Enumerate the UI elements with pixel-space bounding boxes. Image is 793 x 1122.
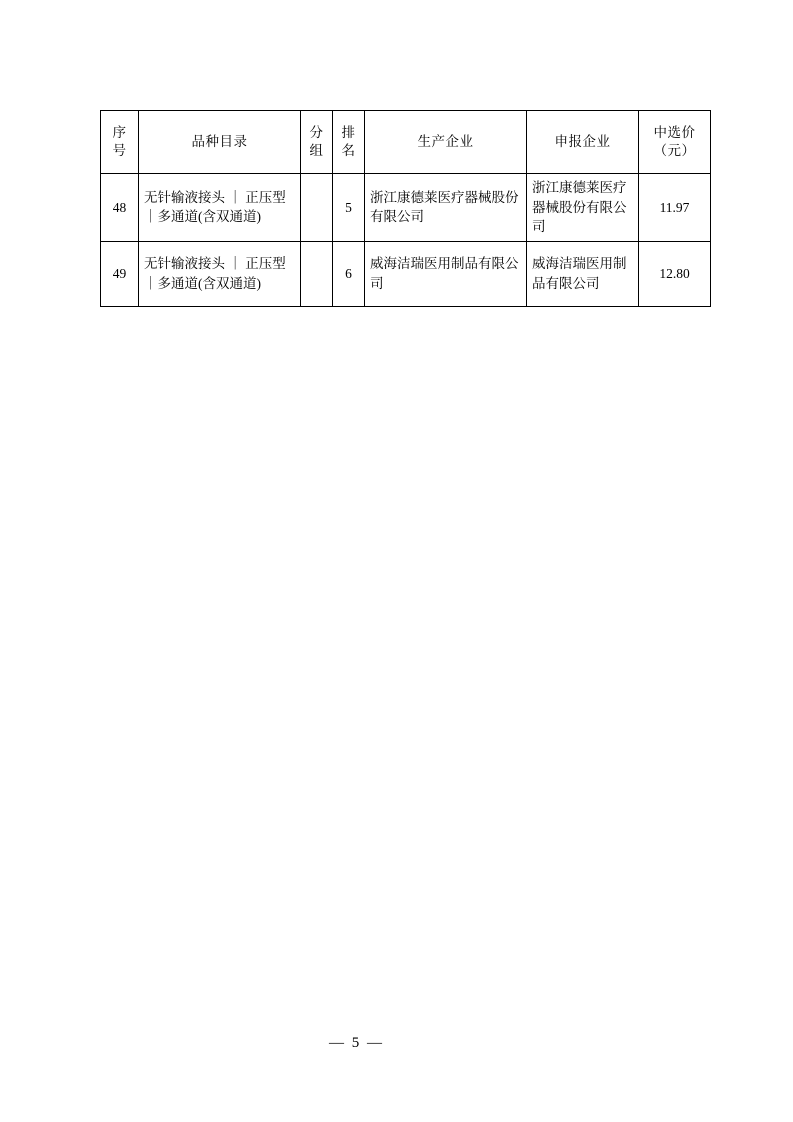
cell-group xyxy=(301,174,333,242)
bid-results-table-container xyxy=(100,110,694,307)
column-header-rank-text: 排名 xyxy=(341,125,356,158)
cell-price: 12.80 xyxy=(639,241,711,306)
column-header-seq-line1: 序号 xyxy=(112,125,127,158)
column-header-group-text: 分组 xyxy=(309,125,324,158)
cell-manufacturer: 浙江康德莱医疗器械股份有限公司 xyxy=(365,174,527,242)
column-header-seq xyxy=(101,111,139,174)
table-row xyxy=(101,174,711,242)
column-header-applicant: 申报企业 xyxy=(527,111,639,174)
column-header-group xyxy=(301,111,333,174)
column-header-rank xyxy=(333,111,365,174)
column-header-price-line2: （元） xyxy=(653,143,696,158)
bid-results-table xyxy=(100,110,711,307)
column-header-price-line1: 中选价 xyxy=(653,125,696,141)
cell-rank: 5 xyxy=(333,174,365,242)
table-body xyxy=(101,174,711,307)
cell-rank: 6 xyxy=(333,241,365,306)
table-row xyxy=(101,241,711,306)
page-number: — 5 — xyxy=(329,1035,384,1051)
cell-manufacturer: 威海洁瑞医用制品有限公司 xyxy=(365,241,527,306)
column-header-price xyxy=(639,111,711,174)
cell-category: 无针输液接头 ｜ 正压型｜多通道(含双通道) xyxy=(139,174,301,242)
cell-group xyxy=(301,241,333,306)
cell-applicant: 威海洁瑞医用制品有限公司 xyxy=(527,241,639,306)
table-header-row xyxy=(101,111,711,174)
cell-seq: 48 xyxy=(101,174,139,242)
column-header-manufacturer: 生产企业 xyxy=(365,111,527,174)
cell-category: 无针输液接头 ｜ 正压型｜多通道(含双通道) xyxy=(139,241,301,306)
cell-price: 11.97 xyxy=(639,174,711,242)
cell-seq: 49 xyxy=(101,241,139,306)
column-header-category: 品种目录 xyxy=(139,111,301,174)
cell-applicant: 浙江康德莱医疗器械股份有限公司 xyxy=(527,174,639,242)
